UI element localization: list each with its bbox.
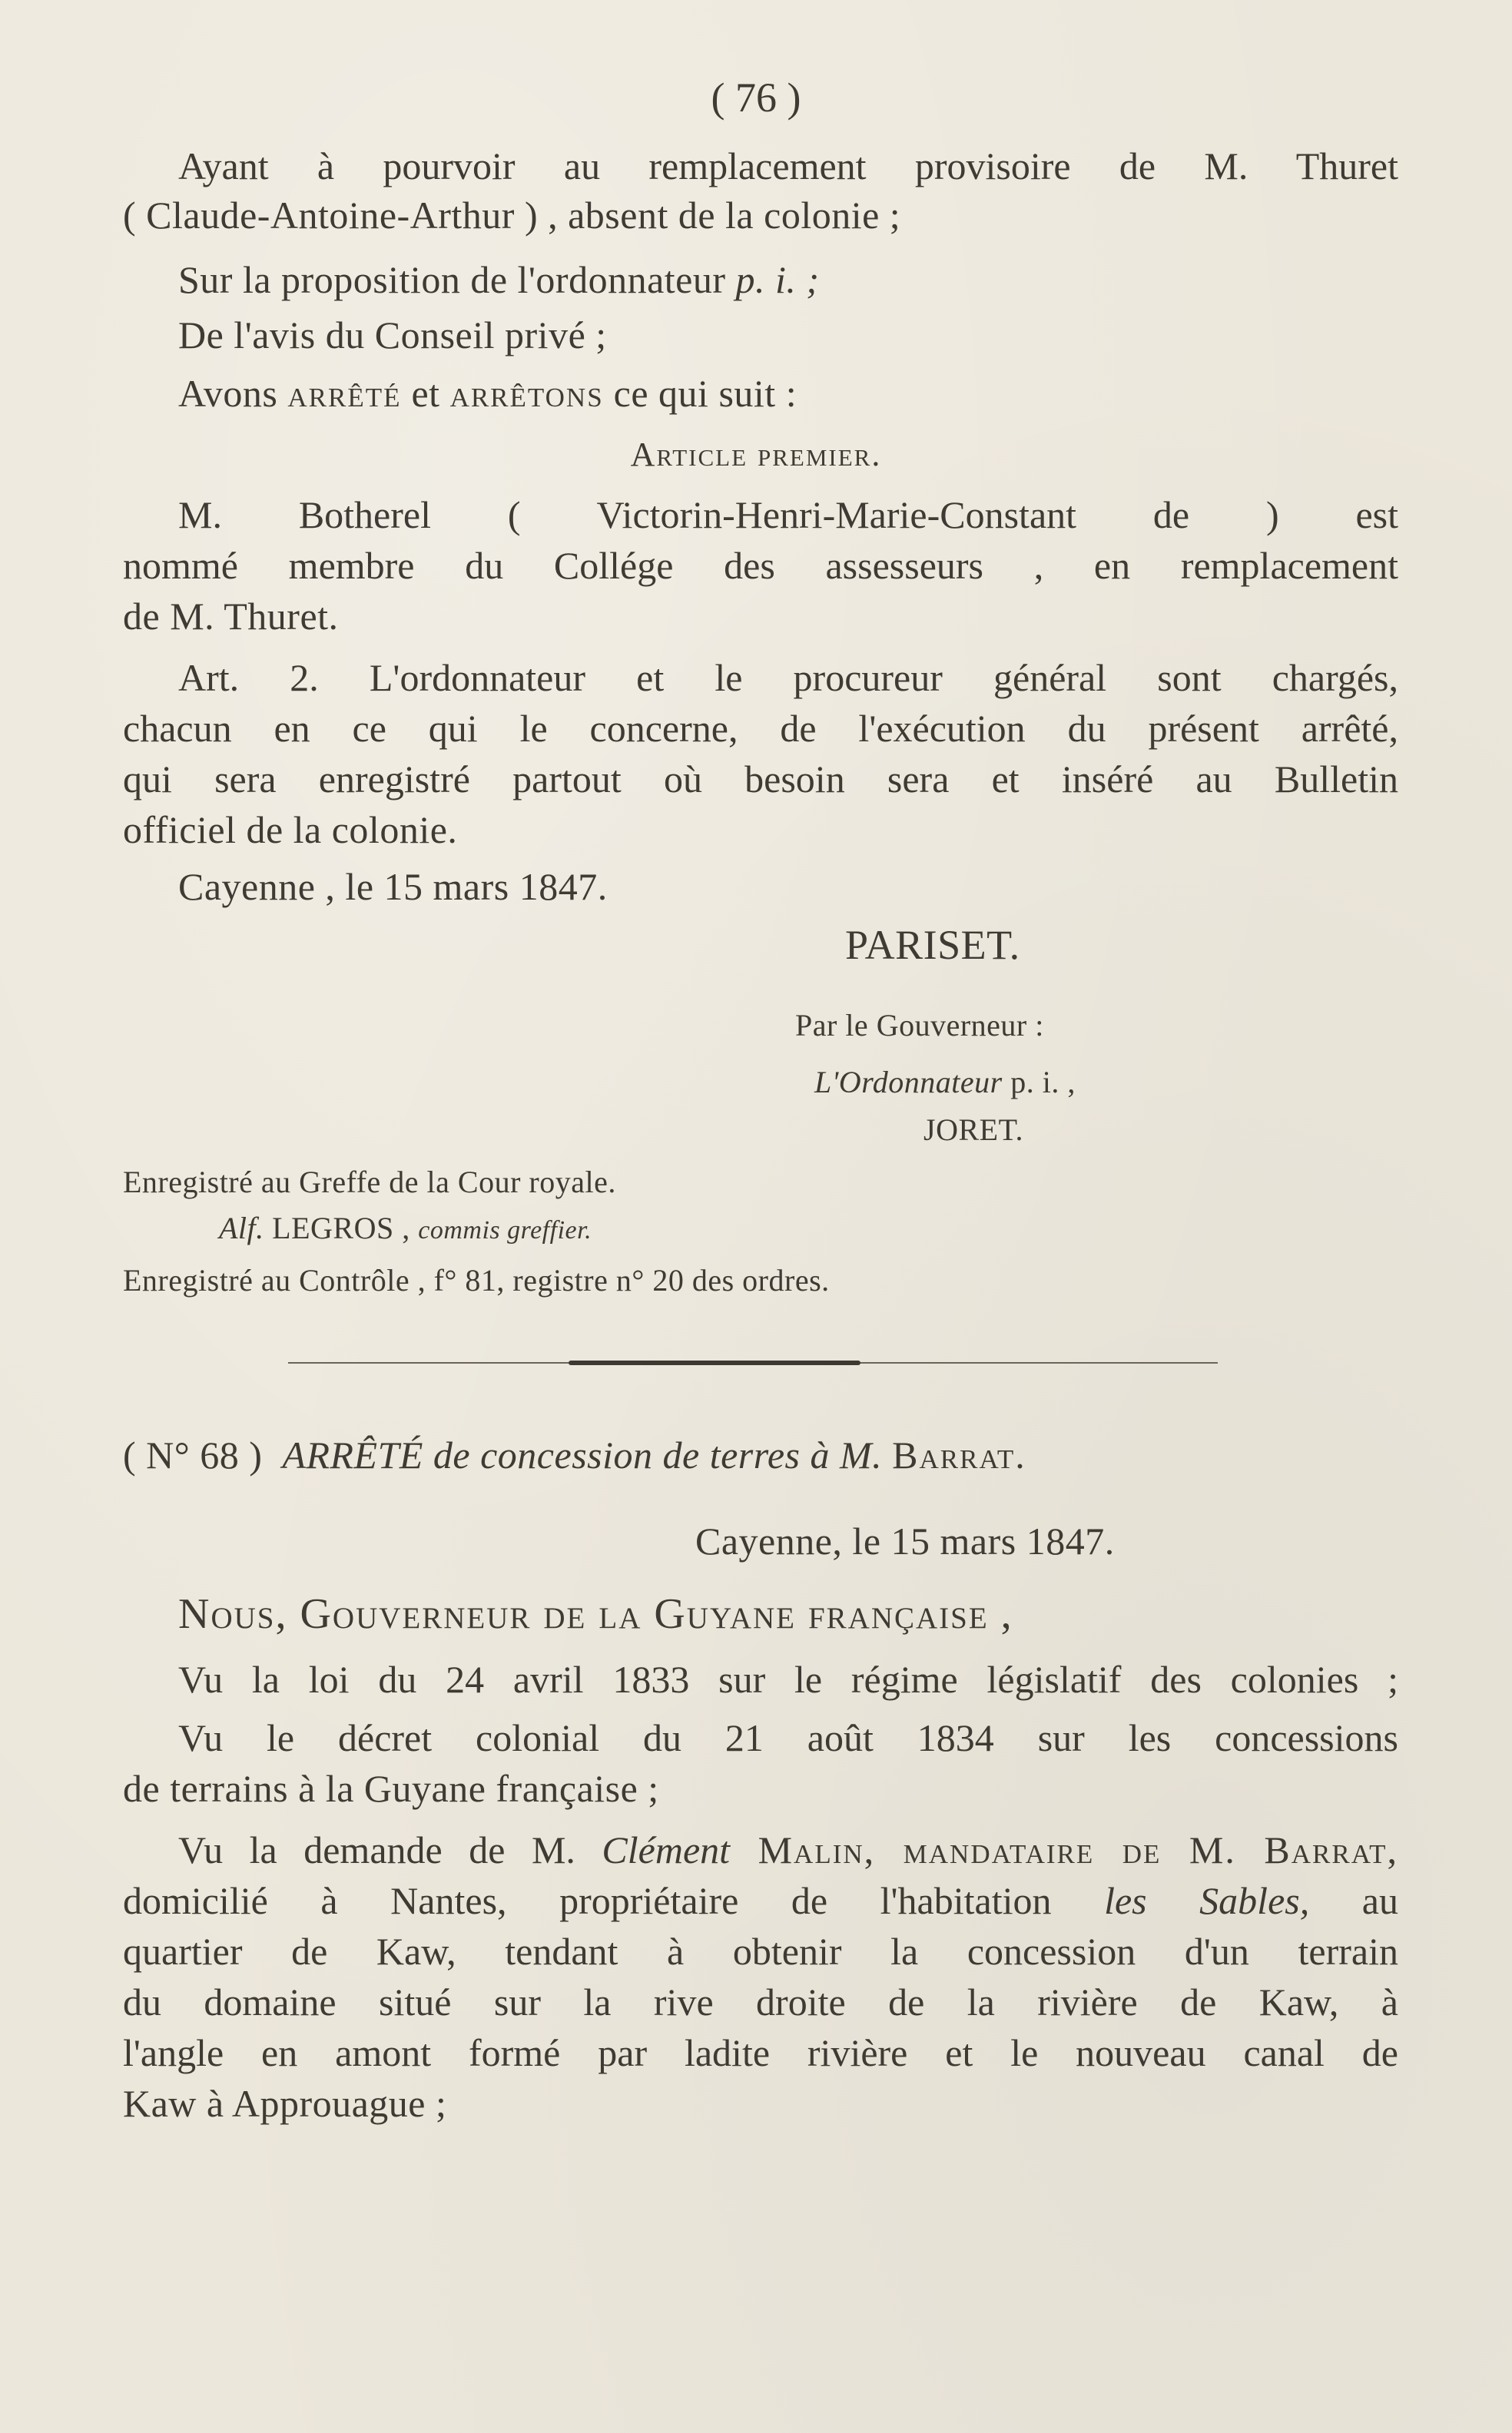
paragraph-avons-arrete bbox=[178, 370, 797, 416]
vu-decret-line1: Vu le décret colonial du 21 août 1834 sur les concessions bbox=[178, 1716, 1398, 1759]
par-le-gouverneur: Par le Gouverneur : bbox=[795, 1008, 1044, 1042]
ordonnateur-line bbox=[814, 1063, 1076, 1102]
registered-controle: Enregistré au Contrôle , f° 81, registre n° 20 des ordres. bbox=[123, 1263, 830, 1298]
nous-gouverneur: Nous, Gouverneur de la Guyane française , bbox=[178, 1590, 1013, 1638]
decree1-date: Cayenne , le 15 mars 1847. bbox=[178, 865, 608, 908]
article2-line4: officiel de la colonie. bbox=[123, 808, 458, 851]
legros-role: commis greffier. bbox=[418, 1216, 592, 1245]
demande-domicilie: domicilié à Nantes, propriétaire de l'habitation bbox=[123, 1879, 1105, 1922]
legros-firstname: Alf. bbox=[219, 1211, 264, 1245]
ce-qui-suit: ce qui suit : bbox=[603, 372, 797, 415]
legros-line bbox=[219, 1209, 592, 1250]
page-number: ( 76 ) bbox=[711, 75, 801, 121]
vu-demande-line4: du domaine situé sur la rive droite de la rivière de Kaw, à bbox=[123, 1981, 1398, 2024]
paragraph-proposition bbox=[178, 257, 820, 303]
avons-text: Avons bbox=[178, 372, 288, 415]
vu-demande-line5: l'angle en amont formé par ladite rivière et le nouveau canal de bbox=[123, 2031, 1398, 2074]
decree-number: ( N° 68 ) bbox=[123, 1434, 263, 1477]
paragraph-ayant-line1: Ayant à pourvoir au remplacement provisoire de M. Thuret bbox=[178, 144, 1398, 187]
article1-line1: M. Botherel ( Victorin-Henri-Marie-Constant de ) est bbox=[178, 493, 1398, 536]
article-premier-heading: Article premier. bbox=[630, 436, 882, 473]
decree2-heading bbox=[123, 1432, 1026, 1478]
signature-pariset: PARISET. bbox=[845, 922, 1020, 968]
section-divider-ornament bbox=[569, 1361, 860, 1365]
arrete-word: arrêté bbox=[287, 372, 402, 415]
registered-greffe: Enregistré au Greffe de la Cour royale. bbox=[123, 1165, 616, 1199]
paragraph-ayant-line2: ( Claude-Antoine-Arthur ) , absent de la colonie ; bbox=[123, 194, 901, 237]
et-word: et bbox=[401, 372, 450, 415]
ordonnateur-title: L'Ordonnateur bbox=[814, 1065, 1003, 1099]
article1-line2: nommé membre du Collége des assesseurs , en remplacement bbox=[123, 544, 1398, 587]
vu-demande-line6: Kaw à Approuague ; bbox=[123, 2082, 447, 2125]
article1-line3: de M. Thuret. bbox=[123, 595, 339, 638]
decree-title-name: Barrat. bbox=[892, 1434, 1026, 1477]
vu-loi-1833: Vu la loi du 24 avril 1833 sur le régime législatif des colonies ; bbox=[178, 1658, 1398, 1701]
legros-name: LEGROS , bbox=[264, 1211, 419, 1245]
demande-a: Vu la demande de M. bbox=[178, 1828, 602, 1871]
decree-title: ARRÊTÉ de concession de terres à M. bbox=[282, 1434, 883, 1477]
vu-demande-line2 bbox=[123, 1878, 1398, 1924]
proposition-text: Sur la proposition de l'ordonnateur bbox=[178, 258, 736, 301]
demande-malin: Malin, mandataire de M. Barrat, bbox=[730, 1828, 1398, 1871]
demande-clement: Clément bbox=[602, 1828, 731, 1871]
signature-joret: JORET. bbox=[923, 1112, 1024, 1147]
demande-au: au bbox=[1309, 1879, 1398, 1922]
vu-demande-line3: quartier de Kaw, tendant à obtenir la concession d'un terrain bbox=[123, 1930, 1398, 1973]
proposition-pi: p. i. ; bbox=[735, 258, 820, 301]
article2-line1: Art. 2. L'ordonnateur et le procureur général sont chargés, bbox=[178, 656, 1398, 699]
vu-decret-line2: de terrains à la Guyane française ; bbox=[123, 1767, 659, 1810]
article2-line2: chacun en ce qui le concerne, de l'exécution du présent arrêté, bbox=[123, 707, 1398, 750]
vu-demande-line1 bbox=[178, 1827, 1398, 1873]
article2-line3: qui sera enregistré partout où besoin sera et inséré au Bulletin bbox=[123, 757, 1398, 801]
decree2-date: Cayenne, le 15 mars 1847. bbox=[695, 1520, 1115, 1563]
demande-les-sables: les Sables, bbox=[1104, 1879, 1310, 1922]
arretons-word: arrêtons bbox=[449, 372, 604, 415]
paragraph-conseil-prive: De l'avis du Conseil privé ; bbox=[178, 313, 607, 356]
ordonnateur-pi: p. i. , bbox=[1002, 1065, 1076, 1099]
